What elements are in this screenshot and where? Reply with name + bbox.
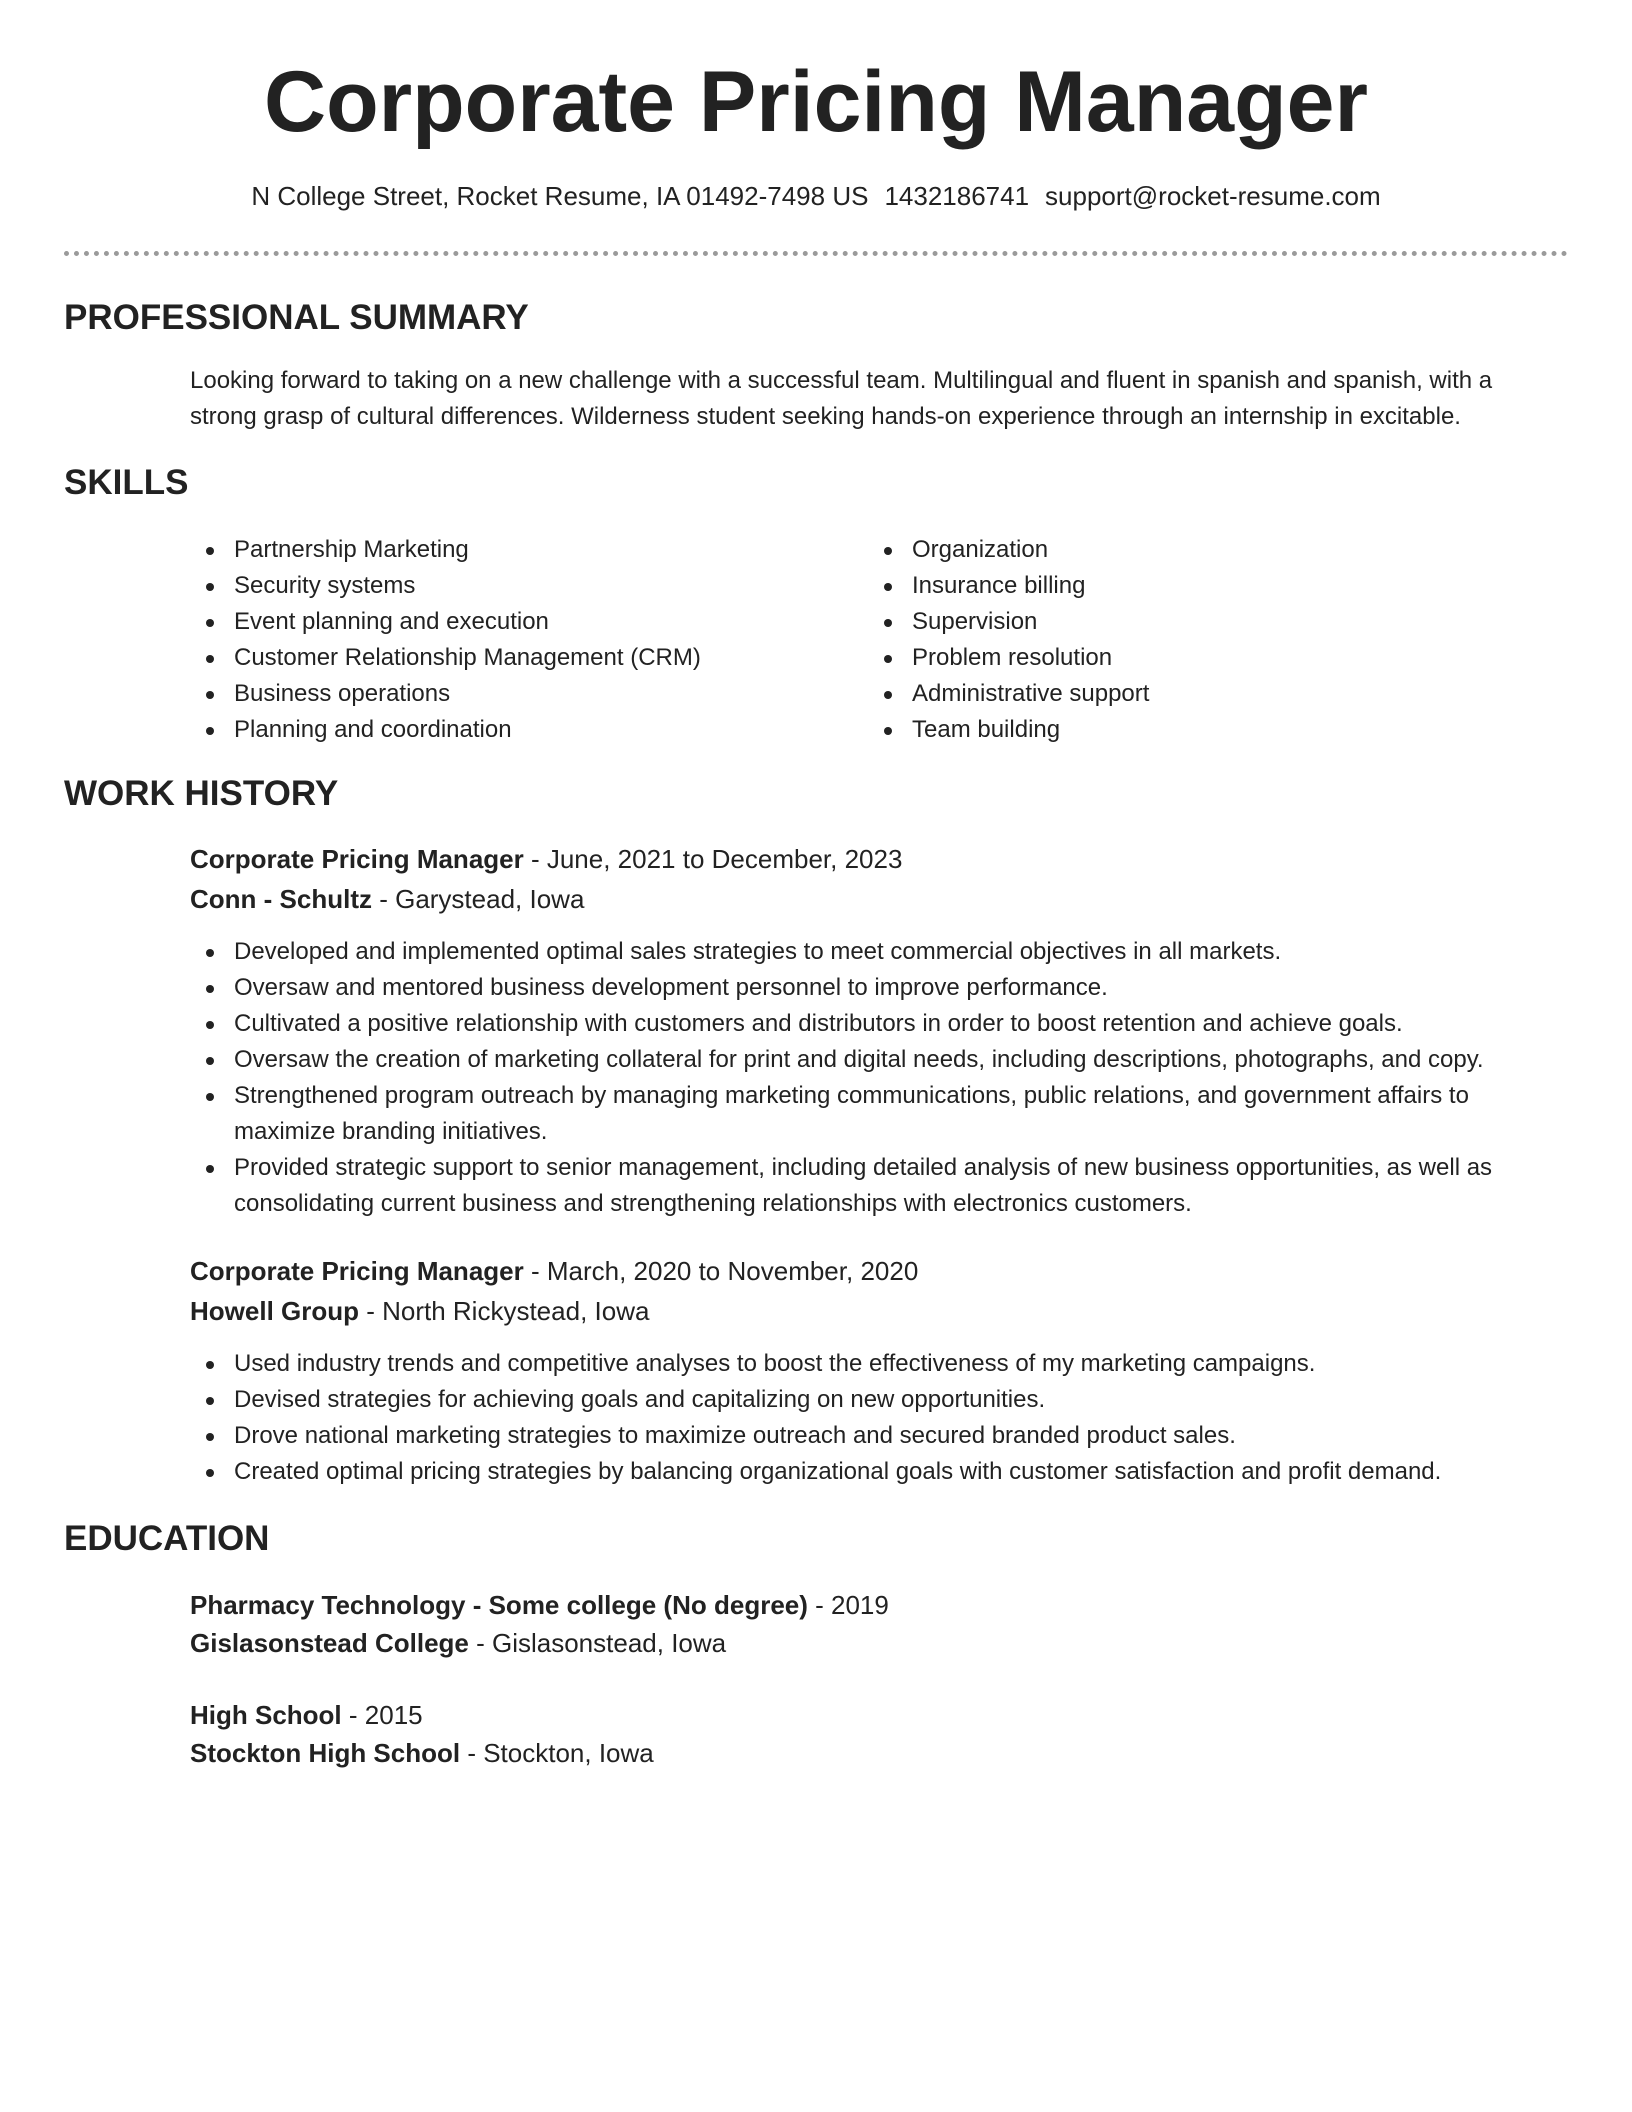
- skill-item: Event planning and execution: [190, 604, 830, 640]
- summary-text: Looking forward to taking on a new challenge with a successful team. Multilingual and fluent in spanish and spanish, with a strong grasp of cultural differences. Wilderness student seeking hands-on experience through an internship in excitable.: [190, 367, 1493, 430]
- education-degree: High School: [190, 1700, 342, 1730]
- resume-name: Corporate Pricing Manager: [264, 54, 1368, 150]
- skill-item: Supervision: [868, 604, 1508, 640]
- education-location: - Gislasonstead, Iowa: [468, 1628, 727, 1658]
- education-school-line: [190, 1624, 1560, 1662]
- skill-item: Customer Relationship Management (CRM): [190, 640, 830, 676]
- job-bullets: [190, 1346, 1570, 1490]
- job-title-line: [190, 840, 1560, 878]
- skills-column-right: [868, 532, 1508, 748]
- skill-item: Problem resolution: [868, 640, 1508, 676]
- job-title-line: [190, 1252, 1560, 1290]
- job-bullet: Created optimal pricing strategies by balancing organizational goals with customer satisfaction and profit demand.: [190, 1454, 1570, 1490]
- education-school-line: [190, 1734, 1560, 1772]
- skill-item: Organization: [868, 532, 1508, 568]
- job-role: Corporate Pricing Manager: [190, 844, 524, 874]
- contact-line: [0, 178, 1632, 214]
- job-bullet: Devised strategies for achieving goals and capitalizing on new opportunities.: [190, 1382, 1570, 1418]
- job-bullet: Cultivated a positive relationship with customers and distributors in order to boost retention and achieve goals.: [190, 1006, 1570, 1042]
- job-bullet: Oversaw the creation of marketing collateral for print and digital needs, including descriptions, photographs, and copy.: [190, 1042, 1570, 1078]
- skill-item: Partnership Marketing: [190, 532, 830, 568]
- education-year: - 2015: [341, 1700, 423, 1730]
- education-degree-line: [190, 1586, 1560, 1624]
- section-title-skills: SKILLS: [64, 463, 189, 502]
- education-location: - Stockton, Iowa: [460, 1738, 654, 1768]
- job-company-line: [190, 1292, 1560, 1330]
- skill-item: Insurance billing: [868, 568, 1508, 604]
- job-location: - North Rickystead, Iowa: [359, 1296, 650, 1326]
- job-bullet-list: [190, 1346, 1570, 1490]
- skills-list-right: [868, 532, 1508, 748]
- job-bullets: [190, 934, 1570, 1222]
- job-company-line: [190, 880, 1560, 918]
- contact-email: support@rocket-resume.com: [1045, 181, 1381, 211]
- job-dates: - June, 2021 to December, 2023: [523, 844, 903, 874]
- skill-item: Planning and coordination: [190, 712, 830, 748]
- job-dates: - March, 2020 to November, 2020: [523, 1256, 919, 1286]
- job-bullet: Oversaw and mentored business development personnel to improve performance.: [190, 970, 1570, 1006]
- section-title-education: EDUCATION: [64, 1519, 270, 1558]
- job-location: - Garystead, Iowa: [371, 884, 585, 914]
- skill-item: Security systems: [190, 568, 830, 604]
- job-company: Howell Group: [190, 1296, 359, 1326]
- skill-item: Business operations: [190, 676, 830, 712]
- contact-phone: 1432186741: [884, 181, 1030, 211]
- job-bullet: Provided strategic support to senior management, including detailed analysis of new business opportunities, as well as consolidating current business and strengthening relationships with electronics customers.: [190, 1150, 1570, 1222]
- job-bullet-list: [190, 934, 1570, 1222]
- header-divider: [64, 251, 1568, 256]
- job-bullet: Developed and implemented optimal sales strategies to meet commercial objectives in all markets.: [190, 934, 1570, 970]
- skill-item: Team building: [868, 712, 1508, 748]
- education-degree-line: [190, 1696, 1560, 1734]
- education-year: - 2019: [807, 1590, 889, 1620]
- education-degree: Pharmacy Technology - Some college (No degree): [190, 1590, 808, 1620]
- job-bullet: Used industry trends and competitive analyses to boost the effectiveness of my marketing campaigns.: [190, 1346, 1570, 1382]
- education-school: Gislasonstead College: [190, 1628, 469, 1658]
- job-bullet: Drove national marketing strategies to maximize outreach and secured branded product sales.: [190, 1418, 1570, 1454]
- job-bullet: Strengthened program outreach by managing marketing communications, public relations, and government affairs to maximize branding initiatives.: [190, 1078, 1570, 1150]
- skills-list-left: [190, 532, 830, 748]
- section-title-work-history: WORK HISTORY: [64, 774, 339, 813]
- education-school: Stockton High School: [190, 1738, 461, 1768]
- job-role: Corporate Pricing Manager: [190, 1256, 524, 1286]
- job-company: Conn - Schultz: [190, 884, 372, 914]
- section-title-summary: PROFESSIONAL SUMMARY: [64, 298, 529, 337]
- skill-item: Administrative support: [868, 676, 1508, 712]
- skills-column-left: [190, 532, 830, 748]
- contact-address: N College Street, Rocket Resume, IA 01492-7498 US: [251, 181, 869, 211]
